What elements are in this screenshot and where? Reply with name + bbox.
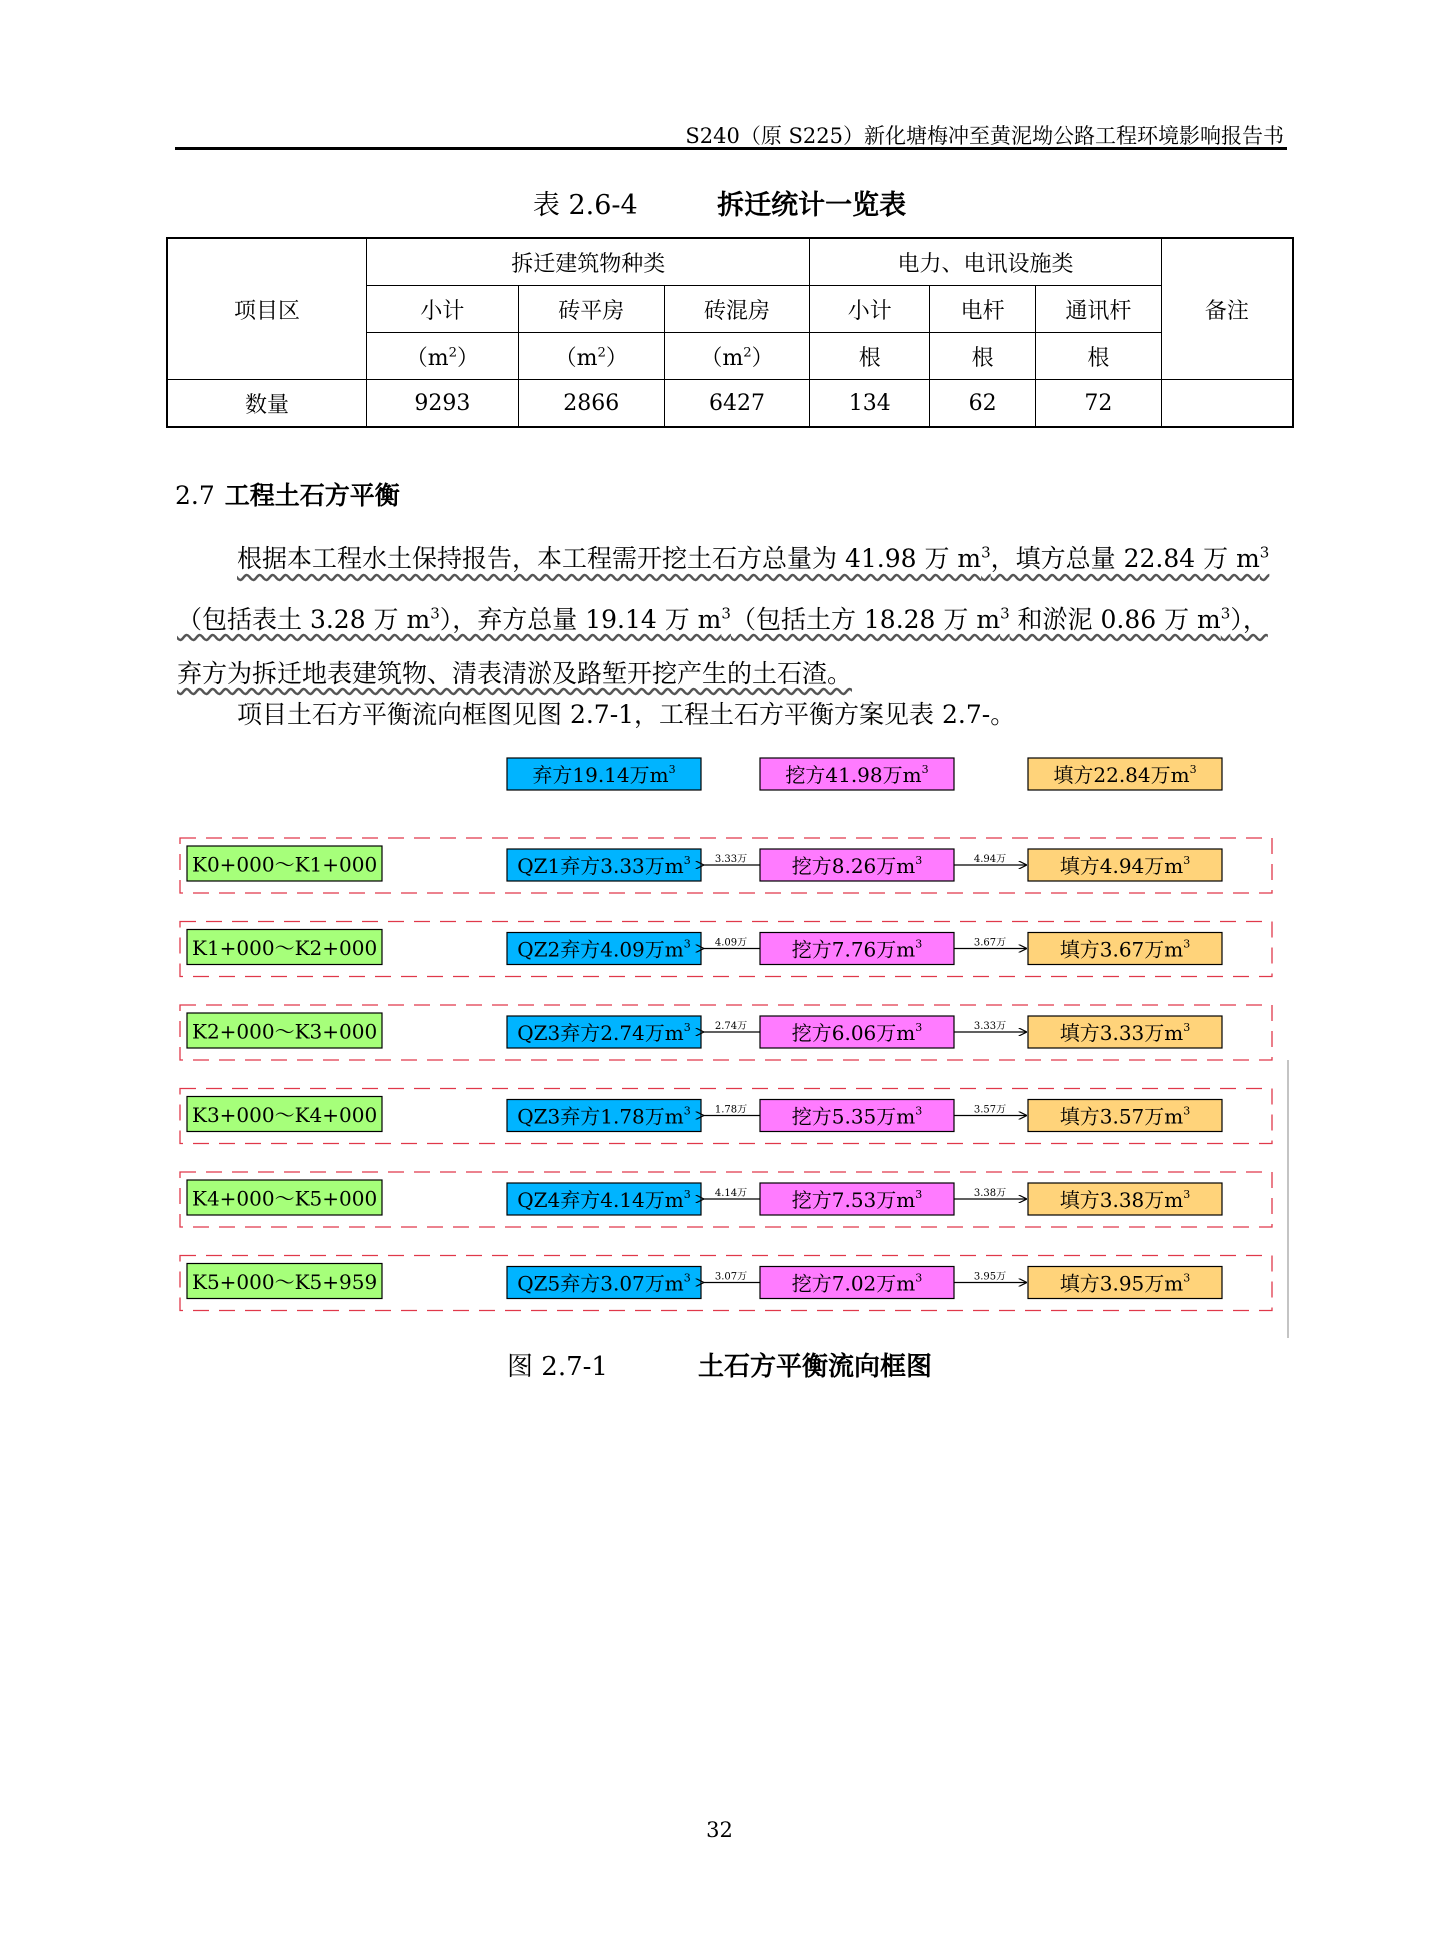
row-label-quantity: 数量 (167, 380, 367, 428)
value-subtotal-area: 9293 (367, 380, 519, 428)
header-telecom-pole: 通讯杆 (1035, 286, 1161, 333)
flow-row (180, 1256, 1272, 1311)
header-brick-flat: 砖平房 (518, 286, 664, 333)
arrow-to-fill-label: 3.95万 (973, 1271, 1007, 1283)
arrow-to-spoil-label: 3.33万 (714, 854, 748, 865)
segment-label (187, 1180, 382, 1215)
arrow-to-spoil-label: 1.78万 (714, 1104, 748, 1116)
svg-text:QZ2弃方4.09万m3: QZ2弃方4.09万$m^3$ (517, 937, 691, 962)
svg-text:填方4.94万m3: 填方4.94万$m^3$ (1059, 854, 1191, 878)
table-caption-number: 表 2.6-4 (532, 190, 638, 221)
segment-label (187, 1264, 382, 1299)
arrow-to-spoil-label: 3.07万 (714, 1271, 748, 1283)
header-building-group: 拆迁建筑物种类 (367, 238, 810, 286)
value-subtotal-count: 134 (810, 380, 930, 428)
excavation-box (760, 1100, 954, 1132)
header-subtotal-area: 小计 (367, 286, 519, 333)
flow-row (180, 1005, 1272, 1060)
unit-count-cell: 根 (1035, 333, 1161, 380)
svg-text:挖方5.35万m3: 挖方5.35万$m^3$ (791, 1104, 923, 1129)
paragraph-figure-reference: 项目土石方平衡流向框图见图 2.7-1，工程土石方平衡方案见表 2.7-。 (237, 700, 1016, 729)
figure-caption-number: 图 2.7-1 (507, 1352, 608, 1382)
unit-count-cell: 根 (930, 333, 1036, 380)
svg-text:K5+000～K5+959: K5+000～K5+959 (192, 1270, 378, 1294)
figure-caption-title: 土石方平衡流向框图 (697, 1352, 932, 1382)
arrow-to-spoil-label: 4.09万 (714, 937, 748, 949)
svg-text:填方3.67万m3: 填方3.67万$m^3$ (1059, 937, 1191, 962)
fill-box (1028, 1183, 1222, 1215)
fill-box (1028, 1267, 1222, 1299)
value-telecom-pole: 72 (1035, 380, 1161, 428)
spoil-box (507, 1016, 701, 1048)
unit-m2-cell: $(m^2)$ (518, 333, 664, 380)
spoil-box (507, 933, 701, 965)
figure-caption (0, 1346, 1439, 1383)
section-heading (175, 476, 400, 512)
excavation-box (760, 849, 954, 881)
segment-label (187, 1013, 382, 1048)
total-excavation-box (760, 758, 954, 790)
spoil-box (507, 1100, 701, 1132)
flow-row (180, 922, 1272, 977)
arrow-to-fill-label: 3.38万 (973, 1188, 1007, 1199)
fill-box (1028, 1100, 1222, 1132)
arrow-to-fill-label: 3.33万 (973, 1021, 1007, 1032)
arrow-to-spoil-label: 2.74万 (714, 1021, 748, 1032)
flow-row (180, 838, 1272, 893)
excavation-box (760, 1267, 954, 1299)
svg-text:挖方8.26万m3: 挖方8.26万$m^3$ (791, 854, 923, 878)
segment-label (187, 846, 382, 881)
svg-text:填方3.38万m3: 填方3.38万$m^3$ (1059, 1188, 1191, 1212)
page-number: 32 (706, 1818, 733, 1842)
document-header-title: S240（原 S225）新化塘梅冲至黄泥坳公路工程环境影响报告书 (685, 124, 1284, 148)
svg-text:填方3.57万m3: 填方3.57万$m^3$ (1059, 1104, 1191, 1129)
header-subtotal-count: 小计 (810, 286, 930, 333)
flow-row (180, 1172, 1272, 1227)
value-brick-flat: 2866 (518, 380, 664, 428)
paragraph-earthwork-summary: 根据本工程水土保持报告，本工程需开挖土石方总量为 41.98 万 $m^3$，填方总量 22.84 万 $m^3$（包括表土 3.28 万 $m^3$），弃方总量 19.14 万 $m^3$（包括土方 18.28 万 $m^3$ 和淤泥 0.86 万 $m^3$），弃方为拆迁地表建筑物、清表清淤及路堑开挖产生的土石渣。 (177, 544, 1270, 688)
spoil-box (507, 1183, 701, 1215)
unit-m2-cell: $(m^2)$ (664, 333, 810, 380)
unit-count-cell: 根 (810, 333, 930, 380)
value-power-pole: 62 (930, 380, 1036, 428)
svg-text:K4+000～K5+000: K4+000～K5+000 (192, 1186, 378, 1211)
svg-text:QZ3弃方2.74万m3: QZ3弃方2.74万$m^3$ (517, 1021, 691, 1045)
table-row (167, 380, 1293, 428)
arrow-to-fill-label: 3.57万 (973, 1104, 1007, 1116)
total-fill-box (1028, 758, 1222, 790)
header-power-pole: 电杆 (930, 286, 1036, 333)
segment-label (187, 930, 382, 965)
svg-text:QZ1弃方3.33万m3: QZ1弃方3.33万$m^3$ (517, 854, 691, 878)
header-project-area: 项目区 (167, 238, 367, 380)
svg-text:挖方7.76万m3: 挖方7.76万$m^3$ (791, 937, 923, 962)
svg-text:QZ4弃方4.14万m3: QZ4弃方4.14万$m^3$ (517, 1188, 691, 1212)
header-power-group: 电力、电讯设施类 (810, 238, 1161, 286)
unit-m2-cell: $(m^2)$ (367, 333, 519, 380)
segment-label (187, 1097, 382, 1132)
table-caption (0, 183, 1439, 222)
svg-text:K3+000～K4+000: K3+000～K4+000 (192, 1103, 378, 1127)
svg-text:K1+000～K2+000: K1+000～K2+000 (192, 936, 378, 960)
excavation-box (760, 1183, 954, 1215)
spoil-box (507, 849, 701, 881)
arrow-to-fill-label: 4.94万 (973, 854, 1007, 865)
table-caption-title: 拆迁统计一览表 (717, 190, 907, 221)
svg-text:挖方41.98万m3: 挖方41.98万$m^3$ (785, 763, 929, 787)
svg-text:QZ5弃方3.07万m3: QZ5弃方3.07万$m^3$ (517, 1271, 691, 1296)
fill-box (1028, 1016, 1222, 1048)
value-remark (1161, 380, 1293, 428)
total-spoil-box (507, 758, 701, 790)
header-remark: 备注 (1161, 238, 1293, 380)
section-title: 工程土石方平衡 (224, 481, 400, 510)
header-rule (175, 147, 1287, 150)
excavation-box (760, 933, 954, 965)
svg-text:挖方6.06万m3: 挖方6.06万$m^3$ (791, 1021, 923, 1045)
fill-box (1028, 849, 1222, 881)
svg-text:挖方7.53万m3: 挖方7.53万$m^3$ (791, 1188, 923, 1212)
svg-text:K0+000～K1+000: K0+000～K1+000 (192, 852, 378, 877)
header-brick-concrete: 砖混房 (664, 286, 810, 333)
svg-text:挖方7.02万m3: 挖方7.02万$m^3$ (791, 1271, 923, 1296)
svg-text:填方22.84万m3: 填方22.84万$m^3$ (1053, 763, 1197, 787)
svg-text:弃方19.14万m3: 弃方19.14万$m^3$ (532, 763, 676, 787)
excavation-box (760, 1016, 954, 1048)
section-number: 2.7 (175, 481, 215, 510)
svg-text:填方3.33万m3: 填方3.33万$m^3$ (1059, 1021, 1191, 1045)
spoil-box (507, 1267, 701, 1299)
demolition-stats-table (166, 237, 1294, 428)
svg-text:填方3.95万m3: 填方3.95万$m^3$ (1059, 1271, 1191, 1296)
value-brick-concrete: 6427 (664, 380, 810, 428)
arrow-to-fill-label: 3.67万 (973, 937, 1007, 949)
flow-row (180, 1089, 1272, 1144)
arrow-to-spoil-label: 4.14万 (714, 1188, 748, 1199)
svg-text:K2+000～K3+000: K2+000～K3+000 (192, 1019, 378, 1044)
earthwork-flow-diagram (0, 740, 1439, 1340)
fill-box (1028, 933, 1222, 965)
svg-text:QZ3弃方1.78万m3: QZ3弃方1.78万$m^3$ (517, 1104, 691, 1129)
